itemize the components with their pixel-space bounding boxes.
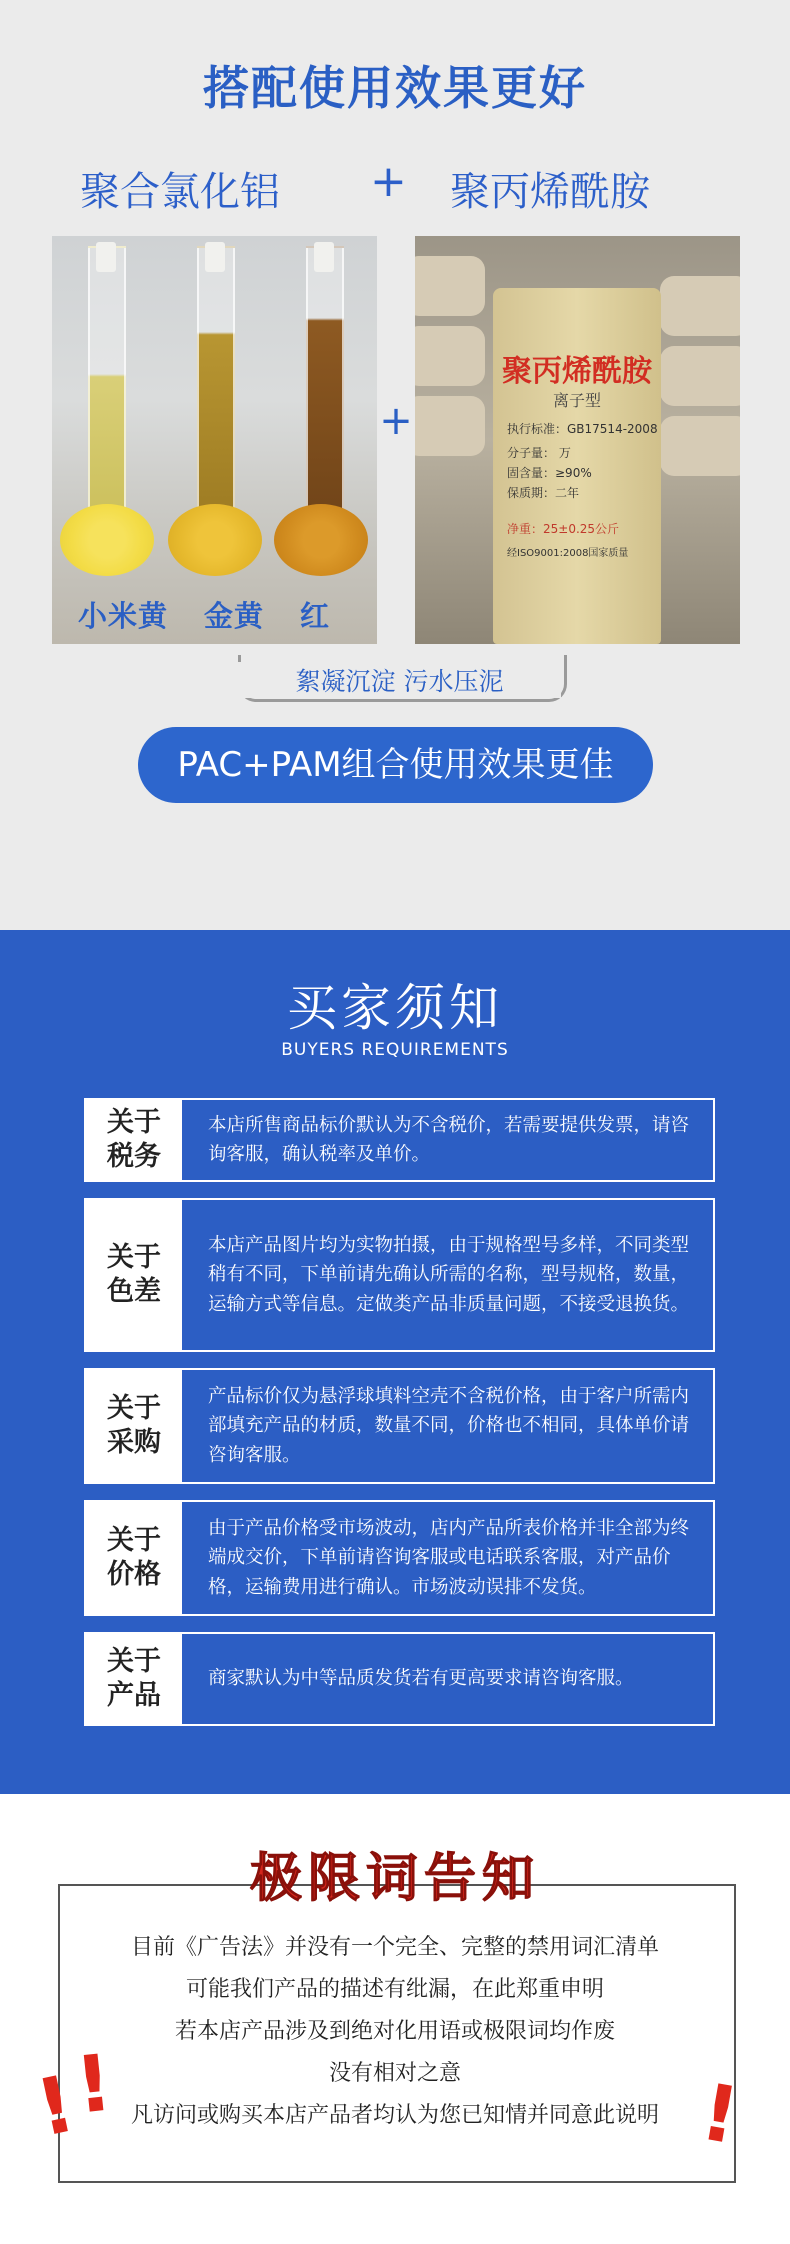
bag-line: 净重：25±0.25公斤 [507, 522, 620, 536]
notice-tag: 关于 税务 [86, 1100, 182, 1180]
disclaimer-title: 极限词告知 [249, 1849, 540, 1909]
notice-card-color [84, 1198, 715, 1352]
bag-subtitle: 离子型 [552, 391, 601, 410]
test-tube-gold [197, 246, 235, 530]
caption-red: 红 [300, 599, 331, 633]
bag-title: 聚丙烯酰胺 [502, 354, 652, 389]
disclaimer-line: 凡访问或购买本店产品者均认为您已知情并同意此说明 [130, 2103, 659, 2128]
pairing-title: 搭配使用效果更好 [203, 61, 587, 115]
notice-tag: 关于 价格 [86, 1502, 182, 1614]
buyer-notice-title: 买家须知 [287, 979, 503, 1037]
pac-label: 聚合氯化铝 [80, 169, 280, 215]
notice-text: 本店所售商品标价默认为不含税价，若需要提供发票，请咨询客服，确认税率及单价。 [208, 1114, 690, 1165]
test-tube-red [306, 246, 344, 530]
notice-card-product [84, 1632, 715, 1726]
notice-text: 产品标价仅为悬浮球填料空壳不含税价格，由于客户所需内部填充产品的材质，数量不同，价格也不相同，具体单价请咨询客服。 [208, 1386, 690, 1466]
pam-label: 聚丙烯酰胺 [450, 169, 650, 215]
notice-text: 商家默认为中等品质发货若有更高要求请咨询客服。 [208, 1668, 634, 1690]
caption-yellow: 小米黄 [78, 599, 169, 633]
notice-card-purchase [84, 1368, 715, 1484]
disclaimer-line: 可能我们产品的描述有纰漏，在此郑重申明 [185, 1977, 604, 2002]
plus-sign: + [370, 156, 407, 207]
notice-text: 由于产品价格受市场波动，店内产品所表价格并非全部为终端成交价，下单前请咨询客服或电话联系客服，对产品价格，运输费用进行确认。市场波动误排不发货。 [208, 1518, 690, 1598]
gold-powder-dish [168, 504, 262, 576]
notice-tag: 关于 色差 [86, 1200, 182, 1350]
pam-bag [493, 288, 661, 644]
plus-sign-small: + [379, 398, 413, 444]
caption-gold: 金黄 [204, 599, 265, 633]
exclamation-icon: ! [694, 2067, 746, 2163]
pac-product-photo [52, 236, 377, 644]
bag-line: 执行标准：GB17514-2008 [507, 422, 658, 436]
notice-card-tax [84, 1098, 715, 1182]
yellow-powder-dish [60, 504, 154, 576]
combination-banner: PAC+PAM组合使用效果更佳 [138, 727, 653, 803]
notice-text: 本店产品图片均为实物拍摄，由于规格型号多样，不同类型稍有不同，下单前请先确认所需的名称，型号规格，数量，运输方式等信息。定做类产品非质量问题，不接受退换货。 [208, 1235, 690, 1315]
disclaimer-line: 目前《广告法》并没有一个完全、完整的禁用词汇清单 [130, 1935, 659, 1960]
bracket-label: 絮凝沉淀 污水压泥 [238, 662, 561, 698]
exclamation-icon: ! [29, 2059, 83, 2155]
disclaimer-line: 若本店产品涉及到绝对化用语或极限词均作废 [174, 2019, 615, 2044]
notice-card-price [84, 1500, 715, 1616]
bag-line: 保质期：二年 [507, 486, 580, 500]
notice-tag: 关于 产品 [86, 1634, 182, 1724]
disclaimer-badge [228, 1836, 562, 1908]
test-tube-light [88, 246, 126, 530]
bag-line: 分子量： 万 [507, 446, 571, 460]
bag-line: 固含量：≥90% [507, 466, 592, 480]
pam-product-photo [415, 236, 740, 644]
notice-tag: 关于 采购 [86, 1370, 182, 1482]
buyer-notice-subtitle: BUYERS REQUIREMENTS [281, 1040, 509, 1060]
red-powder-dish [274, 504, 368, 576]
exclamation-icon: ! [71, 2038, 117, 2132]
bag-line: 经ISO9001:2008国家质量 [507, 548, 629, 559]
disclaimer-line: 没有相对之意 [328, 2061, 461, 2086]
